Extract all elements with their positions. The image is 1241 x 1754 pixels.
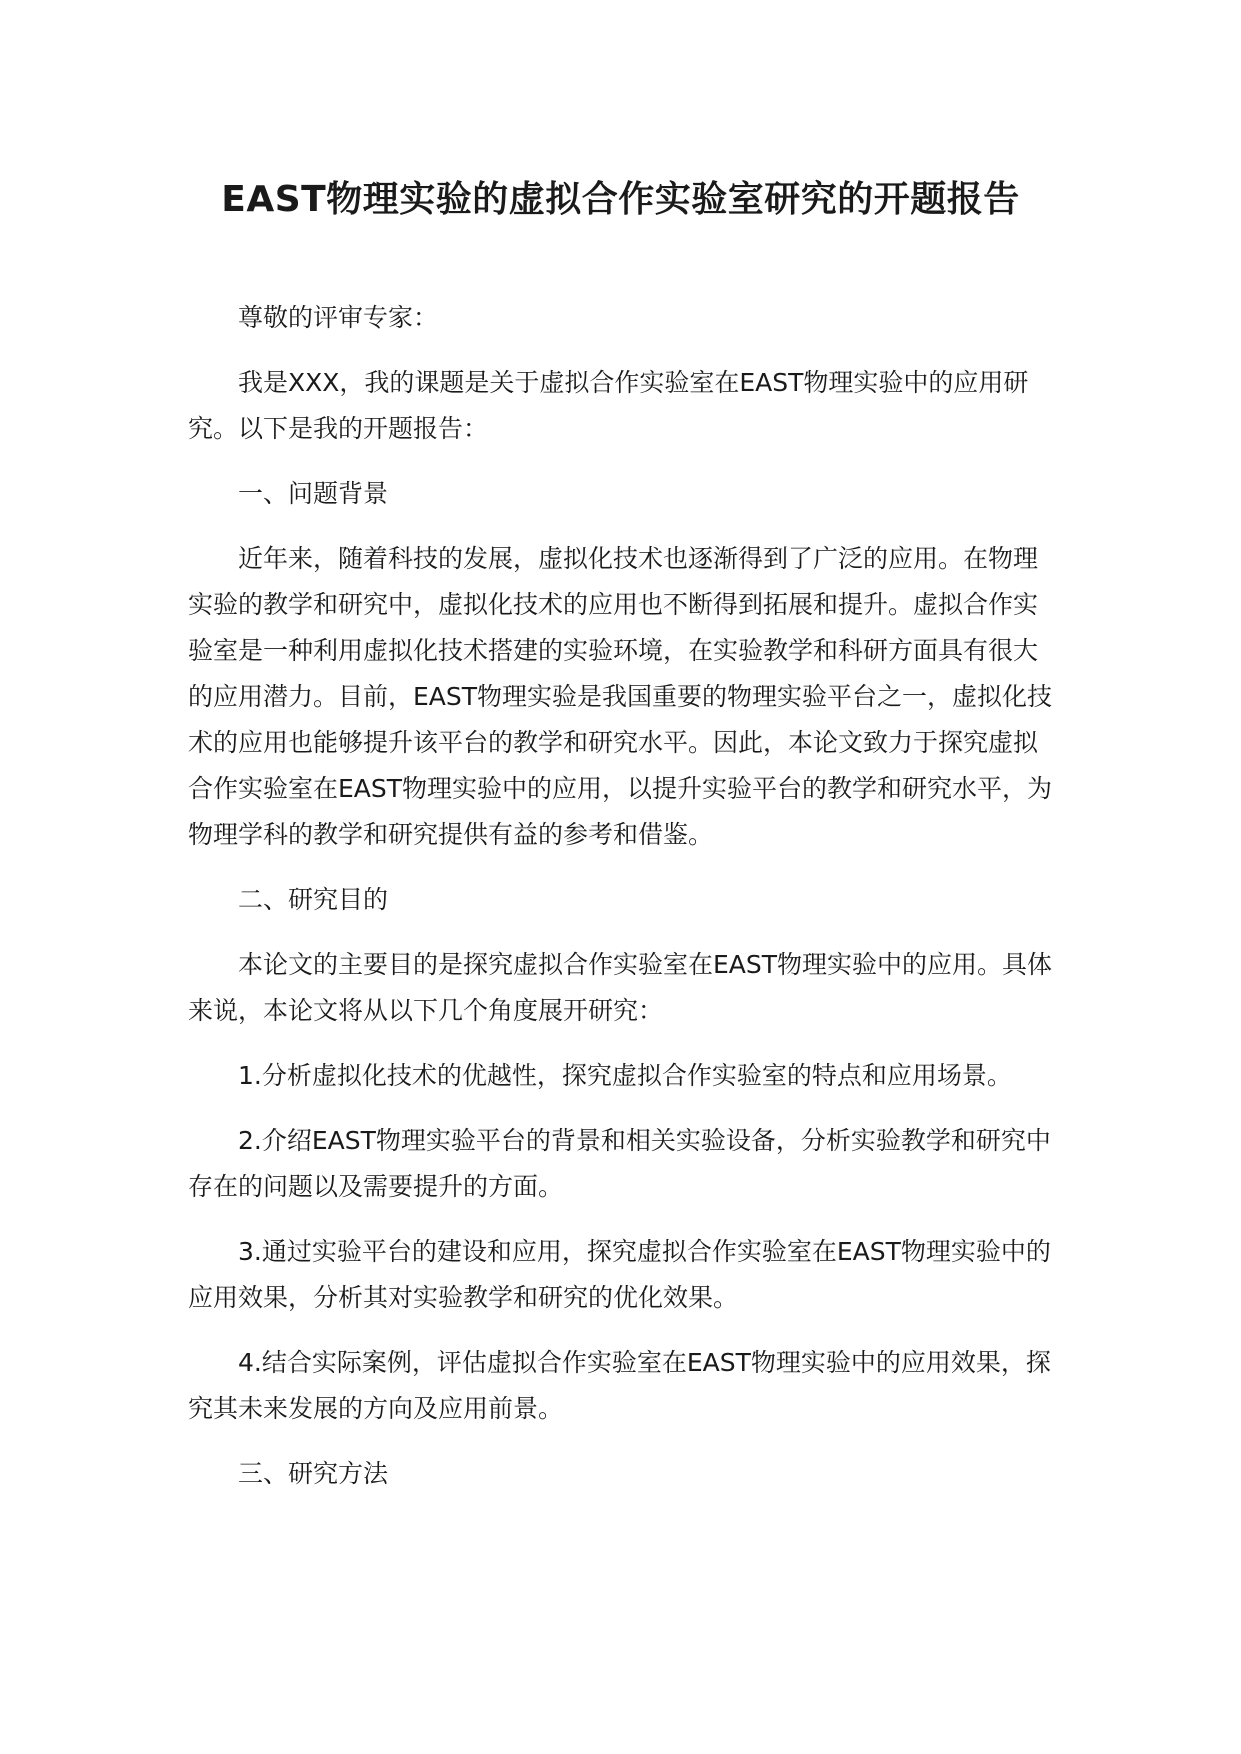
section-heading-purpose: 二、研究目的 bbox=[238, 885, 389, 914]
purpose-item-1: 1.分析虚拟化技术的优越性，探究虚拟合作实验室的特点和应用场景。 bbox=[238, 1061, 1012, 1090]
document-title: EAST物理实验的虚拟合作实验室研究的开题报告 bbox=[221, 179, 1020, 220]
salutation: 尊敬的评审专家： bbox=[238, 303, 439, 332]
section-heading-method: 三、研究方法 bbox=[238, 1459, 389, 1488]
purpose-item-3: 3.通过实验平台的建设和应用，探究虚拟合作实验室在EAST物理实验中的应用效果，分析其对实验教学和研究的优化效果。 bbox=[188, 1237, 1051, 1312]
purpose-item-4: 4.结合实际案例，评估虚拟合作实验室在EAST物理实验中的应用效果，探究其未来发展的方向及应用前景。 bbox=[188, 1348, 1051, 1423]
document-body bbox=[188, 295, 1058, 1516]
intro-paragraph: 我是XXX，我的课题是关于虚拟合作实验室在EAST物理实验中的应用研究。以下是我的开题报告： bbox=[188, 368, 1029, 443]
background-paragraph: 近年来，随着科技的发展，虚拟化技术也逐渐得到了广泛的应用。在物理实验的教学和研究中，虚拟化技术的应用也不断得到拓展和提升。虚拟合作实验室是一种利用虚拟化技术搭建的实验环境，在实验教学和科研方面具有很大的应用潜力。目前，EAST物理实验是我国重要的物理实验平台之一，虚拟化技术的应用也能够提升该平台的教学和研究水平。因此，本论文致力于探究虚拟合作实验室在EAST物理实验中的应用，以提升实验平台的教学和研究水平，为物理学科的教学和研究提供有益的参考和借鉴。 bbox=[188, 544, 1053, 849]
section-heading-background: 一、问题背景 bbox=[238, 479, 389, 508]
purpose-item-2: 2.介绍EAST物理实验平台的背景和相关实验设备，分析实验教学和研究中存在的问题以及需要提升的方面。 bbox=[188, 1126, 1051, 1201]
purpose-paragraph: 本论文的主要目的是探究虚拟合作实验室在EAST物理实验中的应用。具体来说，本论文将从以下几个角度展开研究： bbox=[188, 950, 1053, 1025]
